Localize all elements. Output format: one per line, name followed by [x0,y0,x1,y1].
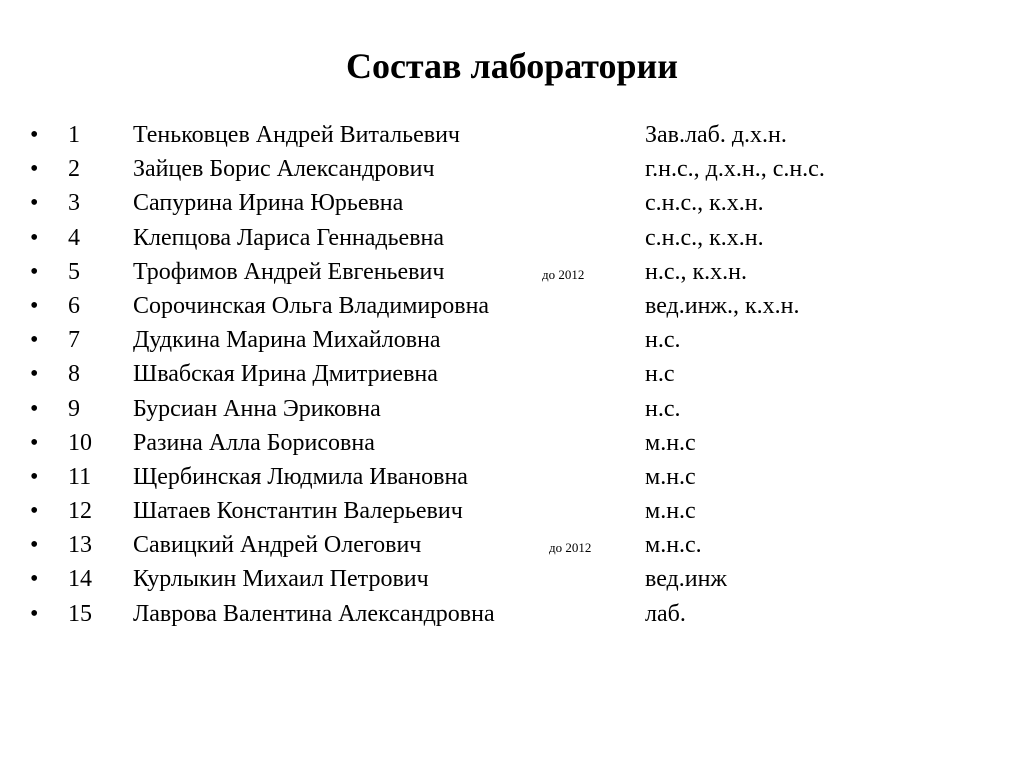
member-name: Сапурина Ирина Юрьевна [133,190,404,217]
member-role: м.н.с [645,463,696,490]
list-item [0,426,1024,460]
bullet: • [30,463,39,490]
list-item [0,152,1024,186]
staff-list [0,118,1024,631]
list-item [0,357,1024,391]
bullet: • [30,395,39,422]
member-role: Зав.лаб. д.х.н. [645,122,787,148]
member-role: с.н.с., к.х.н. [645,224,764,251]
member-name: Зайцев Борис Александрович [133,156,435,183]
bullet: • [30,122,39,148]
member-number: 10 [68,429,92,456]
member-role: н.с. [645,395,681,422]
member-name: Теньковцев Андрей Витальевич [133,122,460,148]
member-role: г.н.с., д.х.н., с.н.с. [645,156,825,183]
bullet: • [30,532,39,559]
member-name: Разина Алла Борисовна [133,429,375,456]
member-number: 4 [68,224,80,251]
list-item [0,460,1024,494]
member-name: Бурсиан Анна Эриковна [133,395,381,422]
member-number: 5 [68,258,80,285]
bullet: • [30,156,39,183]
member-name: Савицкий Андрей Олегович [133,532,422,559]
bullet: • [30,361,39,388]
member-number: 3 [68,190,80,217]
member-role: с.н.с., к.х.н. [645,190,764,217]
member-number: 7 [68,327,80,354]
bullet: • [30,566,39,593]
member-note: до 2012 [542,266,585,282]
member-name: Швабская Ирина Дмитриевна [133,361,438,388]
bullet: • [30,292,39,319]
member-name: Лаврова Валентина Александровна [133,600,495,627]
page-title: Состав лаборатории [345,46,679,86]
member-role: м.н.с. [645,532,702,559]
member-number: 12 [68,498,92,525]
bullet: • [30,429,39,456]
member-role: лаб. [645,600,686,627]
list-item [0,562,1024,596]
list-item [0,255,1024,289]
member-name: Щербинская Людмила Ивановна [133,463,468,490]
list-item [0,221,1024,255]
list-item [0,392,1024,426]
member-name: Дудкина Марина Михайловна [133,327,441,354]
bullet: • [30,190,39,217]
member-role: вед.инж., к.х.н. [645,292,800,319]
member-role: н.с [645,361,675,388]
list-item [0,323,1024,357]
member-name: Клепцова Лариса Геннадьевна [133,224,445,251]
list-item [0,289,1024,323]
member-role: м.н.с [645,498,696,525]
bullet: • [30,498,39,525]
member-role: н.с. [645,327,681,354]
member-number: 6 [68,292,80,319]
list-item [0,494,1024,528]
member-name: Курлыкин Михаил Петрович [133,566,429,593]
member-number: 2 [68,156,80,183]
member-number: 15 [68,600,92,627]
member-number: 11 [68,463,92,490]
member-number: 9 [68,395,80,422]
member-role: н.с., к.х.н. [645,258,747,285]
member-note: до 2012 [549,540,592,556]
member-name: Шатаев Константин Валерьевич [133,498,463,525]
list-item [0,528,1024,562]
list-item [0,118,1024,152]
bullet: • [30,224,39,251]
bullet: • [30,258,39,285]
list-item [0,597,1024,631]
member-number: 1 [68,122,80,148]
member-number: 8 [68,361,80,388]
member-role: вед.инж [645,566,728,593]
bullet: • [30,327,39,354]
bullet: • [30,600,39,627]
member-name: Сорочинская Ольга Владимировна [133,292,490,319]
member-number: 13 [68,532,92,559]
member-name: Трофимов Андрей Евгеньевич [133,258,445,285]
member-number: 14 [68,566,92,593]
list-item [0,186,1024,220]
member-role: м.н.с [645,429,696,456]
